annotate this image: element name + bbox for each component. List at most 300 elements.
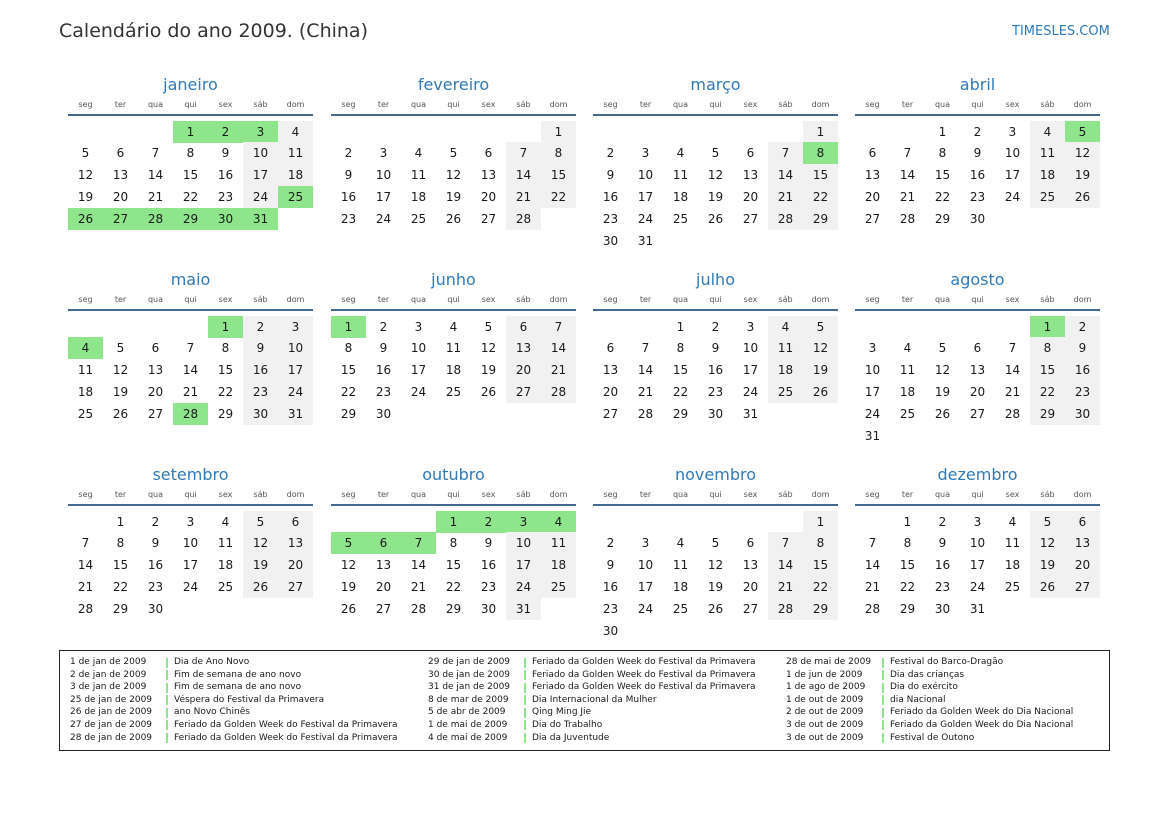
day-cell: 6	[1065, 511, 1100, 533]
day-cell: 3	[186, 515, 195, 529]
day-cell: 27	[278, 576, 313, 598]
holiday-entry	[70, 656, 400, 669]
holiday-date: 1 de out de 2009	[786, 694, 864, 705]
day-cell: 31	[506, 598, 541, 620]
day-cell: 13	[969, 363, 986, 377]
day-cell: 7	[186, 341, 195, 355]
weekday-label: sáb	[253, 490, 268, 499]
weekday-label: sáb	[778, 490, 793, 499]
day-cell: 10	[182, 536, 199, 550]
holiday-name: ano Novo Chinês	[174, 707, 250, 718]
day-cell: 6	[278, 511, 313, 533]
day-cell: 8	[449, 536, 458, 550]
day-cell: 3	[379, 146, 388, 160]
weekday-label: seg	[341, 295, 356, 304]
day-cell: 25	[768, 381, 803, 403]
weekday-label: sáb	[1040, 100, 1055, 109]
holiday-marker	[882, 733, 884, 743]
weekday-header	[855, 490, 1100, 500]
day-cell: 2	[379, 320, 388, 334]
day-cell: 12	[480, 341, 497, 355]
day-cell: 22	[340, 385, 357, 399]
holiday-entry	[70, 669, 400, 682]
holiday-day-cell: 4	[68, 337, 103, 359]
day-cell: 11	[77, 363, 94, 377]
day-cell: 24	[410, 385, 427, 399]
day-cell: 16	[1065, 359, 1100, 381]
day-cell: 5	[711, 146, 720, 160]
holiday-day-cell: 26	[68, 208, 103, 230]
day-cell: 19	[112, 385, 129, 399]
holiday-marker	[882, 720, 884, 730]
weekday-label: dom	[549, 490, 568, 499]
weekday-label: seg	[341, 100, 356, 109]
holiday-marker	[882, 695, 884, 705]
day-cell: 16	[375, 363, 392, 377]
day-cell: 24	[637, 212, 654, 226]
day-cell: 3	[746, 320, 755, 334]
holiday-day-cell: 4	[541, 511, 576, 533]
holiday-day-cell: 8	[803, 142, 838, 164]
holiday-date: 1 de jan de 2009	[70, 657, 147, 667]
day-cell: 26	[480, 385, 497, 399]
day-cell: 31	[864, 429, 881, 443]
day-cell: 13	[375, 558, 392, 572]
day-cell: 19	[243, 554, 278, 576]
day-cell: 9	[1065, 337, 1100, 359]
day-cell: 9	[379, 341, 388, 355]
day-cell: 19	[77, 190, 94, 204]
day-cell: 9	[221, 146, 230, 160]
day-cell: 7	[1008, 341, 1017, 355]
holiday-marker	[882, 658, 884, 668]
day-cell: 5	[938, 341, 947, 355]
day-cell: 8	[221, 341, 230, 355]
day-cell: 15	[672, 363, 689, 377]
day-cell: 7	[903, 146, 912, 160]
holiday-entry	[70, 719, 400, 732]
day-cell: 13	[742, 168, 759, 182]
weekday-label: seg	[603, 490, 618, 499]
day-cell: 3	[973, 515, 982, 529]
weekday-label: sáb	[253, 295, 268, 304]
day-cell: 16	[217, 168, 234, 182]
day-cell: 24	[243, 186, 278, 208]
weekday-label: dom	[1073, 100, 1092, 109]
day-cell: 25	[672, 602, 689, 616]
day-cell: 25	[410, 212, 427, 226]
day-cell: 4	[676, 536, 685, 550]
month-name: dezembro	[937, 465, 1018, 484]
holiday-marker	[524, 670, 526, 680]
day-cell: 17	[182, 558, 199, 572]
day-cell: 23	[217, 190, 234, 204]
day-cell: 8	[1030, 337, 1065, 359]
month-name: outubro	[422, 465, 485, 484]
holiday-entry	[70, 732, 400, 745]
day-cell: 3	[641, 146, 650, 160]
day-cell: 18	[217, 558, 234, 572]
holiday-day-cell: 30	[208, 208, 243, 230]
day-cell: 10	[410, 341, 427, 355]
day-cell: 24	[742, 385, 759, 399]
weekday-label: dom	[549, 100, 568, 109]
day-cell: 6	[606, 341, 615, 355]
day-cell: 16	[480, 558, 497, 572]
holiday-day-cell: 28	[138, 208, 173, 230]
day-cell: 20	[375, 580, 392, 594]
day-cell: 31	[742, 407, 759, 421]
day-cell: 22	[182, 190, 199, 204]
holiday-name: Feriado da Golden Week do Festival da Primavera	[532, 669, 756, 680]
weekday-label: qui	[709, 295, 722, 304]
day-cell: 13	[506, 337, 541, 359]
month-name: julho	[696, 270, 735, 289]
day-cell: 28	[77, 602, 94, 616]
day-cell: 12	[1065, 142, 1100, 164]
weekday-label: qui	[447, 490, 460, 499]
day-cell: 11	[541, 532, 576, 554]
day-cell: 23	[243, 381, 278, 403]
day-cell: 6	[746, 536, 755, 550]
day-cell: 17	[243, 164, 278, 186]
day-cell: 24	[864, 407, 881, 421]
day-cell: 26	[1030, 576, 1065, 598]
weekday-label: seg	[865, 490, 880, 499]
day-cell: 30	[707, 407, 724, 421]
day-cell: 23	[147, 580, 164, 594]
holiday-day-cell: 1	[208, 316, 243, 338]
holiday-marker	[166, 658, 168, 668]
holiday-list	[59, 650, 1110, 751]
day-cell: 3	[868, 341, 877, 355]
holiday-name: Feriado da Golden Week do Festival da Primavera	[532, 682, 756, 693]
day-cell: 6	[484, 146, 493, 160]
weekday-label: sex	[743, 490, 758, 499]
holiday-date: 5 de abr de 2009	[428, 707, 506, 718]
day-cell: 13	[278, 532, 313, 554]
day-cell: 10	[1004, 146, 1021, 160]
day-cell: 3	[414, 320, 423, 334]
day-cell: 23	[340, 212, 357, 226]
day-cell: 4	[221, 515, 230, 529]
day-cell: 26	[707, 602, 724, 616]
weekday-label: qua	[672, 295, 689, 304]
day-cell: 29	[672, 407, 689, 421]
holiday-column	[428, 656, 758, 744]
weekday-label: sáb	[253, 100, 268, 109]
weekday-label: ter	[639, 295, 652, 304]
weekday-label: ter	[901, 100, 914, 109]
weekday-label: qua	[672, 100, 689, 109]
day-cell: 18	[410, 190, 427, 204]
day-cell: 26	[707, 212, 724, 226]
weekday-label: qua	[672, 490, 689, 499]
day-cell: 28	[864, 602, 881, 616]
day-cell: 29	[112, 602, 129, 616]
day-cell: 4	[278, 121, 313, 143]
holiday-name: Qing Ming Jie	[532, 707, 592, 718]
day-cell: 18	[768, 359, 803, 381]
day-cell: 16	[707, 363, 724, 377]
day-cell: 27	[480, 212, 497, 226]
weekday-label: seg	[865, 100, 880, 109]
day-cell: 28	[506, 208, 541, 230]
day-cell: 5	[116, 341, 125, 355]
weekday-label: qui	[184, 100, 197, 109]
weekday-label: ter	[639, 490, 652, 499]
day-cell: 21	[899, 190, 916, 204]
day-cell: 29	[899, 602, 916, 616]
weekday-label: sex	[218, 295, 233, 304]
weekday-label: sex	[1005, 100, 1020, 109]
day-cell: 9	[973, 146, 982, 160]
day-cell: 1	[938, 125, 947, 139]
holiday-marker	[166, 695, 168, 705]
day-cell: 6	[506, 316, 541, 338]
day-cell: 11	[672, 168, 689, 182]
day-cell: 4	[414, 146, 423, 160]
day-cell: 13	[602, 363, 619, 377]
header-rule	[593, 504, 838, 506]
day-cell: 4	[1008, 515, 1017, 529]
holiday-entry	[428, 681, 758, 694]
day-cell: 24	[278, 381, 313, 403]
day-cell: 18	[672, 580, 689, 594]
day-cell: 21	[541, 359, 576, 381]
holiday-name: Feriado da Golden Week do Dia Nacional	[890, 707, 1074, 718]
holiday-day-cell: 6	[366, 532, 401, 554]
day-cell: 14	[410, 558, 427, 572]
day-cell: 14	[77, 558, 94, 572]
day-cell: 10	[506, 532, 541, 554]
day-cell: 19	[803, 359, 838, 381]
holiday-day-cell: 27	[103, 208, 138, 230]
holiday-marker	[166, 708, 168, 718]
day-cell: 2	[151, 515, 160, 529]
day-cell: 27	[742, 602, 759, 616]
weekday-label: seg	[78, 490, 93, 499]
day-cell: 11	[410, 168, 427, 182]
day-cell: 2	[243, 316, 278, 338]
holiday-entry	[786, 656, 1116, 669]
day-cell: 30	[934, 602, 951, 616]
holiday-date: 1 de mai de 2009	[428, 719, 508, 730]
day-cell: 7	[541, 316, 576, 338]
month-name: maio	[170, 270, 211, 289]
day-cell: 10	[742, 341, 759, 355]
holiday-day-cell: 7	[401, 532, 436, 554]
holiday-marker	[524, 733, 526, 743]
weekday-label: ter	[901, 295, 914, 304]
day-cell: 28	[768, 598, 803, 620]
day-cell: 14	[147, 168, 164, 182]
holiday-entry	[786, 681, 1116, 694]
day-cell: 14	[864, 558, 881, 572]
day-cell: 25	[899, 407, 916, 421]
weekday-label: dom	[1073, 295, 1092, 304]
holiday-entry	[428, 719, 758, 732]
day-cell: 4	[449, 320, 458, 334]
day-cell: 29	[803, 208, 838, 230]
holiday-name: Festival de Outono	[890, 732, 975, 743]
day-cell: 13	[112, 168, 129, 182]
holiday-marker	[524, 683, 526, 693]
day-cell: 23	[602, 602, 619, 616]
day-cell: 4	[1030, 121, 1065, 143]
day-cell: 14	[899, 168, 916, 182]
day-cell: 7	[151, 146, 160, 160]
weekday-label: sáb	[1040, 295, 1055, 304]
day-cell: 1	[541, 121, 576, 143]
day-cell: 2	[711, 320, 720, 334]
day-cell: 21	[637, 385, 654, 399]
day-cell: 16	[602, 190, 619, 204]
day-cell: 12	[707, 558, 724, 572]
day-cell: 9	[938, 536, 947, 550]
day-cell: 26	[243, 576, 278, 598]
day-cell: 8	[803, 532, 838, 554]
day-cell: 9	[606, 168, 615, 182]
holiday-name: Dia das crianças	[890, 669, 965, 680]
day-cell: 30	[147, 602, 164, 616]
day-cell: 2	[938, 515, 947, 529]
day-cell: 25	[445, 385, 462, 399]
holiday-entry	[428, 732, 758, 745]
day-cell: 7	[506, 142, 541, 164]
weekday-label: seg	[865, 295, 880, 304]
day-cell: 10	[637, 168, 654, 182]
weekday-label: sex	[481, 295, 496, 304]
site-link[interactable]: TIMESLES.COM	[1012, 24, 1110, 39]
day-cell: 21	[864, 580, 881, 594]
weekday-label: qui	[971, 100, 984, 109]
weekday-label: dom	[286, 100, 305, 109]
day-cell: 31	[637, 234, 654, 248]
day-cell: 26	[1065, 186, 1100, 208]
day-cell: 23	[602, 212, 619, 226]
day-cell: 24	[637, 602, 654, 616]
month-name: novembro	[675, 465, 756, 484]
header-rule	[331, 114, 576, 116]
weekday-header	[68, 490, 313, 500]
day-cell: 5	[1030, 511, 1065, 533]
day-cell: 22	[803, 186, 838, 208]
day-cell: 22	[112, 580, 129, 594]
day-cell: 27	[742, 212, 759, 226]
weekday-label: sex	[218, 100, 233, 109]
holiday-entry	[428, 656, 758, 669]
weekday-label: qui	[971, 295, 984, 304]
holiday-entry	[70, 681, 400, 694]
day-cell: 26	[112, 407, 129, 421]
holiday-entry	[428, 706, 758, 719]
day-cell: 8	[116, 536, 125, 550]
day-cell: 21	[768, 576, 803, 598]
day-cell: 14	[1004, 363, 1021, 377]
holiday-entry	[428, 669, 758, 682]
day-cell: 21	[768, 186, 803, 208]
holiday-entry	[428, 694, 758, 707]
weekday-header	[593, 490, 838, 500]
holiday-date: 1 de jun de 2009	[786, 669, 863, 680]
day-cell: 24	[969, 580, 986, 594]
weekday-label: qua	[934, 100, 951, 109]
holiday-date: 26 de jan de 2009	[70, 707, 153, 718]
day-cell: 10	[375, 168, 392, 182]
day-cell: 30	[602, 624, 619, 638]
month-name: setembro	[152, 465, 229, 484]
day-cell: 17	[969, 558, 986, 572]
holiday-day-cell: 3	[243, 121, 278, 143]
weekday-label: qui	[184, 295, 197, 304]
day-cell: 22	[899, 580, 916, 594]
day-cell: 15	[803, 164, 838, 186]
day-cell: 1	[803, 511, 838, 533]
weekday-header	[855, 100, 1100, 110]
day-cell: 3	[278, 316, 313, 338]
day-cell: 4	[676, 146, 685, 160]
holiday-date: 1 de ago de 2009	[786, 682, 866, 693]
day-cell: 26	[934, 407, 951, 421]
day-cell: 12	[445, 168, 462, 182]
day-cell: 14	[182, 363, 199, 377]
day-cell: 28	[899, 212, 916, 226]
weekday-label: qui	[709, 100, 722, 109]
day-cell: 25	[541, 576, 576, 598]
day-cell: 12	[803, 337, 838, 359]
day-cell: 7	[868, 536, 877, 550]
weekday-header	[68, 295, 313, 305]
day-cell: 30	[243, 403, 278, 425]
day-cell: 8	[938, 146, 947, 160]
day-cell: 5	[711, 536, 720, 550]
day-cell: 27	[147, 407, 164, 421]
day-cell: 16	[934, 558, 951, 572]
day-cell: 2	[1065, 316, 1100, 338]
holiday-column	[786, 656, 1116, 744]
weekday-header	[855, 295, 1100, 305]
day-cell: 8	[541, 142, 576, 164]
weekday-label: qua	[147, 490, 164, 499]
day-cell: 9	[151, 536, 160, 550]
day-cell: 20	[602, 385, 619, 399]
page-title: Calendário do ano 2009. (China)	[59, 20, 368, 42]
day-cell: 20	[742, 580, 759, 594]
day-cell: 23	[1065, 381, 1100, 403]
holiday-date: 31 de jan de 2009	[428, 682, 511, 693]
day-cell: 19	[340, 580, 357, 594]
day-cell: 13	[864, 168, 881, 182]
day-cell: 8	[186, 146, 195, 160]
day-cell: 16	[147, 558, 164, 572]
weekday-label: ter	[114, 295, 127, 304]
weekday-header	[593, 295, 838, 305]
weekday-label: sex	[1005, 295, 1020, 304]
day-cell: 15	[1030, 359, 1065, 381]
day-cell: 30	[602, 234, 619, 248]
month-name: abril	[959, 75, 996, 94]
holiday-name: Dia Internacional da Mulher	[532, 694, 657, 705]
holiday-marker	[166, 670, 168, 680]
day-cell: 17	[742, 363, 759, 377]
day-cell: 29	[217, 407, 234, 421]
holiday-day-cell: 28	[173, 403, 208, 425]
day-cell: 20	[969, 385, 986, 399]
day-cell: 12	[1030, 532, 1065, 554]
day-cell: 20	[147, 385, 164, 399]
day-cell: 9	[243, 337, 278, 359]
